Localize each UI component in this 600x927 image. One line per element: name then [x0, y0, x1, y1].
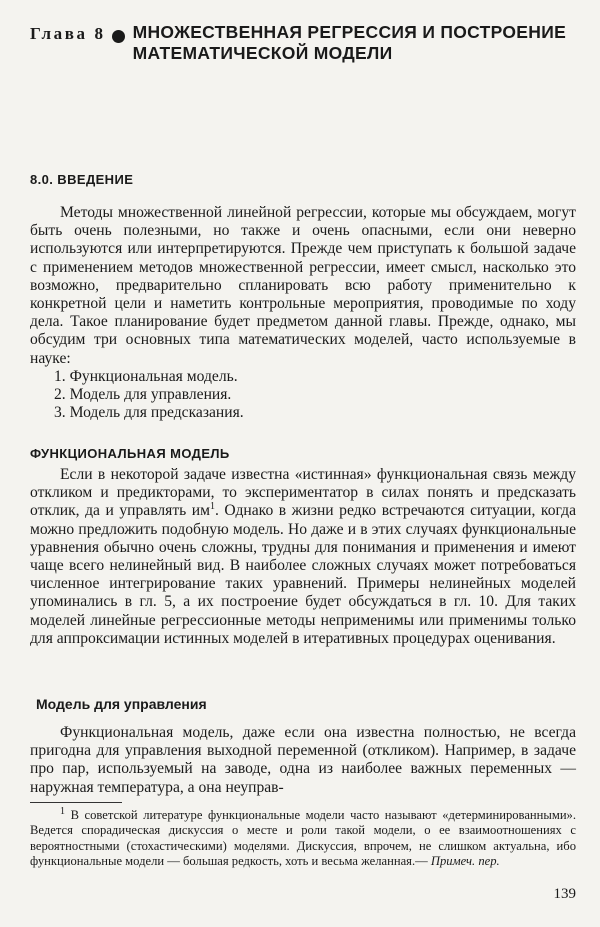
footnote-mark: 1	[60, 805, 65, 817]
functional-text-end: . Однако в жизни редко встречаются ситуации, когда можно предложить подобную модель. Но даже и в этих случаях функциональные уравнения обычно очень сложны, трудны для понимания и применения и имеют чаще всего нелинейный вид. В наиболее сложных случаях может потребоваться численное интегрирование таких уравнений. Примеры нелинейных моделей упоминались в гл. 5, а их построение будет обсуждаться в гл. 10. Для таких моделей линейные регрессионные методы неприменимы или применимы только для аппроксимации истинных моделей в итеративных процедурах оценивания.	[30, 502, 576, 647]
footnote-reference: 1	[210, 501, 215, 513]
model-type-list	[30, 368, 576, 423]
functional-model-heading: ФУНКЦИОНАЛЬНАЯ МОДЕЛЬ	[30, 446, 230, 461]
intro-paragraph: Методы множественной линейной регрессии, которые мы обсуждаем, могут быть очень полезными, но также и очень опасными, если они неверно используются или интерпретируются. Прежде чем приступать к большой задаче с применением методов множественной регрессии, имеет смысл, насколько это возможно, предварительно спланировать всю работу применительно к конкретной цели и наметить контрольные мероприятия, проводимые по ходу дела. Такое планирование будет предметом данной главы. Прежде, однако, мы обсудим три основных типа математических моделей, часто используемые в науке:	[30, 204, 576, 367]
translator-note: Примеч. пер.	[430, 854, 500, 869]
control-model-heading: Модель для управления	[36, 696, 207, 712]
footnote-text: В советской литературе функциональные модели часто называют «детерминированными». Ведется спорадическая дискуссия о месте и роли такой модели, о ее взаимоотношениях с вероятностными (стохастическими) моделями. Дискуссия, впрочем, не слишком актуальна, ибо функциональные модели — большая редкость, хоть и весьма желанная.—	[30, 808, 576, 869]
functional-block	[30, 466, 576, 648]
bullet-icon	[112, 30, 125, 43]
list-item: 3. Модель для предсказания.	[54, 404, 244, 422]
list-item: 1. Функциональная модель.	[54, 367, 238, 385]
footnote-divider	[30, 802, 122, 803]
functional-text-start: Если в некоторой задаче известна «истинная» функциональная связь между откликом и предикторами, то экспериментатор в силах понять и предсказать отклик, да и управлять им	[30, 466, 576, 520]
functional-paragraph	[30, 466, 576, 648]
chapter-header	[30, 22, 578, 64]
intro-block	[30, 204, 576, 422]
control-block	[30, 724, 576, 797]
page-number: 139	[553, 886, 576, 902]
list-item: 2. Модель для управления.	[54, 386, 232, 404]
chapter-title: МНОЖЕСТВЕННАЯ РЕГРЕССИЯ И ПОСТРОЕНИЕ МАТЕМАТИЧЕСКОЙ МОДЕЛИ	[132, 22, 567, 63]
footnote	[30, 805, 576, 870]
section-title: 8.0. ВВЕДЕНИЕ	[30, 172, 134, 187]
control-paragraph: Функциональная модель, даже если она известна полностью, не всегда пригодна для управления выходной переменной (откликом). Например, в задаче про пар, используемый на заводе, одна из наиболее важных переменных — наружная температура, а она неуправ-	[30, 724, 576, 796]
chapter-label: Глава 8	[30, 24, 106, 43]
